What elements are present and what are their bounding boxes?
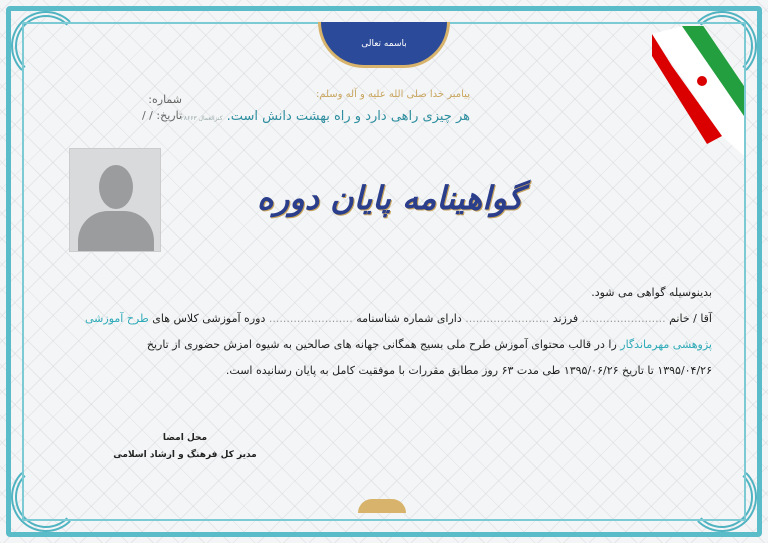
certificate-title: گواهینامه پایان دوره (257, 179, 523, 217)
body-text: دارای شماره شناسنامه (356, 312, 462, 325)
emblem-text: باسمه تعالی (361, 38, 407, 49)
body-line-4: ۱۳۹۵/۰۴/۲۶ تا تاریخ ۱۳۹۵/۰۶/۲۶ طی مدت ۶۳ روز مطابق مقررات با موفقیت کامل به پایان رسانیده است. (225, 364, 712, 377)
course-name: پژوهشی مهرماندگار (620, 338, 712, 351)
date-label: تاریخ: (156, 109, 182, 122)
photo-placeholder (69, 148, 161, 252)
avatar-body-icon (78, 211, 154, 252)
body-line-2 (42, 310, 712, 328)
signer-title: مدیر کل فرهنگ و ارشاد اسلامی (113, 450, 257, 460)
certificate-body (42, 284, 712, 388)
hadith-text: هر چیزی راهی دارد و راه بهشت دانش است. (226, 109, 470, 124)
signature-place: محل امضا (162, 433, 208, 443)
body-text: دوره آموزشی کلاس های (152, 312, 266, 325)
number-label: شماره: (148, 93, 182, 106)
body-line-3 (42, 336, 712, 354)
iran-flag-ribbon-icon (652, 26, 744, 156)
hadith-reference: کنزالعمال ۲۸۶۶۳ (180, 115, 223, 122)
date-value: / / (141, 109, 153, 122)
blank-field: ........................ (465, 312, 550, 325)
blank-field: ........................ (581, 312, 666, 325)
certificate-meta (96, 92, 182, 124)
body-text: آقا / خانم (669, 312, 712, 325)
course-name: طرح آموزشی (85, 312, 149, 325)
bottom-ornament (358, 499, 406, 513)
body-text: را در قالب محتوای آموزش طرح ملی بسیج همگانی جهانه های صالحین به شیوه امزش حضوری از تاریخ (146, 338, 617, 351)
body-text: فرزند (552, 312, 579, 325)
hadith (181, 88, 470, 128)
avatar-head-icon (99, 165, 133, 209)
signature-block (100, 430, 270, 464)
blank-field: ........................ (268, 312, 353, 325)
body-line-1: بدینوسیله گواهی می شود. (591, 286, 712, 299)
hadith-source: پیامبر خدا صلی الله علیه و آله وسلم: (315, 89, 470, 100)
